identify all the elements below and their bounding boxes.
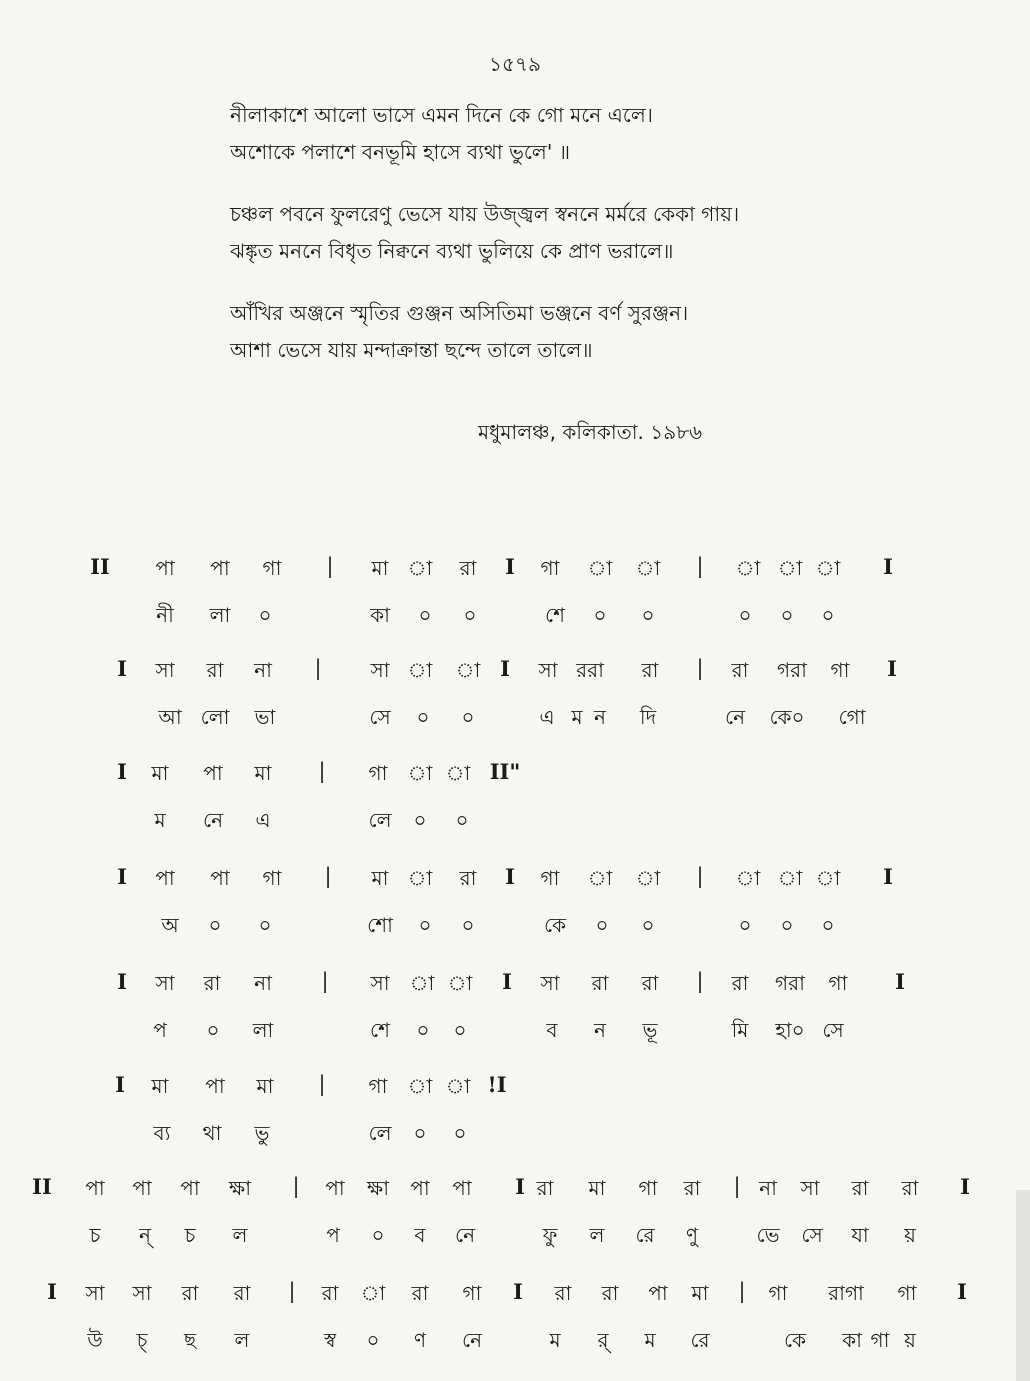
swara-note: া [407, 866, 433, 890]
swara-note: সা [155, 658, 175, 682]
swara-note: না [254, 971, 272, 995]
lyric-syllable: র্ [597, 1328, 609, 1352]
bar-divider: | [696, 656, 704, 680]
swara-note: রা [459, 866, 477, 890]
swara-note: ক্ষা [228, 1176, 252, 1200]
poem-stanza [230, 105, 990, 179]
lyric-syllable: ০ [641, 913, 655, 937]
poem-line: ঝঙ্কৃত মননে বিধৃত নিক্বনে ব্যথা ভুলিয়ে কে প্রাণ ভরালে॥ [230, 239, 674, 263]
lyric-syllable: লে [368, 808, 392, 832]
lyric-syllable: ০ [595, 913, 609, 937]
swara-note: া [587, 556, 613, 580]
lyric-syllable: ০ [413, 808, 427, 832]
swara-note: ক্ষা [366, 1176, 390, 1200]
swara-note: সা [85, 1281, 105, 1305]
lyric-syllable: ০ [780, 603, 794, 627]
swara-note: রা [851, 1176, 869, 1200]
lyric-syllable: এ [255, 808, 271, 832]
lyric-syllable: ০ [208, 913, 222, 937]
lyric-syllable: ব্য [153, 1121, 171, 1145]
lyric-syllable: ০ [780, 913, 794, 937]
lyric-syllable: ০ [463, 603, 477, 627]
poem-stanza [230, 303, 990, 377]
swara-note: া [815, 556, 841, 580]
swara-note: মা [151, 1074, 169, 1098]
lyric-syllable: শে [370, 1018, 390, 1042]
lyric-syllable: চ [89, 1223, 101, 1247]
lyric-syllable: ফু [542, 1223, 558, 1247]
lyric-syllable: উ [87, 1328, 103, 1352]
measure-mark: I [47, 1279, 57, 1304]
swara-note: গা [540, 866, 560, 890]
measure-mark: I [115, 1072, 125, 1097]
lyric-syllable: ০ [416, 1018, 430, 1042]
lyric-syllable: কা [842, 1328, 862, 1352]
lyric-row [0, 595, 1030, 631]
lyric-syllable: ০ [738, 913, 752, 937]
swara-note: পা [85, 1176, 105, 1200]
lyric-syllable: কে [543, 913, 567, 937]
lyric-row [0, 1010, 1030, 1046]
lyric-syllable: ০ [641, 603, 655, 627]
lyric-syllable: লো [200, 705, 230, 729]
lyric-syllable: ব [414, 1223, 426, 1247]
lyric-syllable: ম [549, 1328, 561, 1352]
lyric-syllable: নে [724, 705, 746, 729]
swara-note: রা [591, 971, 609, 995]
lyric-syllable: লা [209, 603, 231, 627]
poem-line: নীলাকাশে আলো ভাসে এমন দিনে কে গো মনে এলে। [230, 103, 653, 127]
measure-mark: I [502, 969, 512, 994]
lyric-syllable: ০ [461, 913, 475, 937]
measure-mark: I [500, 656, 510, 681]
lyric-syllable: ০ [258, 913, 272, 937]
lyric-syllable: ০ [593, 603, 607, 627]
lyric-row [0, 800, 1030, 836]
swara-note: রাগা [828, 1281, 864, 1305]
swara-note: গা [368, 761, 388, 785]
swara-note: ররা [576, 658, 604, 682]
swara-note: রা [683, 1176, 701, 1200]
lyric-syllable: প [153, 1018, 167, 1042]
swara-note: সা [800, 1176, 820, 1200]
poem [230, 105, 990, 402]
lyric-syllable: নে [454, 1223, 476, 1247]
lyric-syllable: রে [690, 1328, 710, 1352]
lyric-syllable: চ্ [136, 1328, 148, 1352]
swara-note: পা [155, 866, 175, 890]
measure-mark: II" [489, 759, 521, 784]
lyric-syllable: এ [539, 705, 555, 729]
swara-note: পা [452, 1176, 472, 1200]
swara-note: গা [368, 1074, 388, 1098]
lyric-syllable: য় [904, 1328, 916, 1352]
bar-divider: | [696, 864, 704, 888]
lyric-syllable: ০ [206, 1018, 220, 1042]
swara-note: রা [641, 658, 659, 682]
bar-divider: | [324, 864, 332, 888]
swara-note: মা [371, 866, 389, 890]
swara-note: না [759, 1176, 777, 1200]
poem-line: চঞ্চল পবনে ফুলরেণু ভেসে যায় উজ্জ্বল স্বননে মর্মরে কেকা গায়। [230, 202, 740, 226]
swara-note: রা [536, 1176, 554, 1200]
lyric-syllable: ন [594, 705, 606, 729]
swara-note: গা [462, 1281, 482, 1305]
swara-note: গরা [777, 658, 807, 682]
bar-divider: | [318, 1072, 326, 1096]
swara-row [0, 550, 1030, 586]
lyric-syllable: ছ [183, 1328, 197, 1352]
swara-note: রা [554, 1281, 572, 1305]
swara-note: া [815, 866, 841, 890]
swara-note: পা [205, 1074, 225, 1098]
lyric-syllable: ০ [455, 808, 469, 832]
lyric-syllable: ম [644, 1328, 656, 1352]
swara-note: মা [254, 761, 272, 785]
lyric-syllable: ভূ [642, 1018, 658, 1042]
measure-mark: I [895, 969, 905, 994]
bar-divider: | [733, 1174, 741, 1198]
swara-note: া [777, 556, 803, 580]
lyric-syllable: সে [801, 1223, 823, 1247]
lyric-syllable: ০ [738, 603, 752, 627]
swara-note: া [407, 1074, 433, 1098]
lyric-syllable: ন্ [139, 1223, 151, 1247]
lyric-syllable: কে০ [769, 705, 805, 729]
measure-mark: II [90, 554, 110, 579]
swara-note: মা [256, 1074, 274, 1098]
swara-note: গা [262, 866, 282, 890]
lyric-syllable: যা [851, 1223, 869, 1247]
swara-note: রা [233, 1281, 251, 1305]
swara-note: া [455, 658, 481, 682]
lyric-syllable: আ [158, 705, 182, 729]
swara-note: রা [459, 556, 477, 580]
lyric-syllable: নে [202, 808, 224, 832]
lyric-syllable: ভু [254, 1121, 270, 1145]
swara-note: মা [588, 1176, 606, 1200]
lyric-syllable: হা০ [775, 1018, 805, 1042]
swara-note: গা [768, 1281, 788, 1305]
lyric-syllable: শে [545, 603, 565, 627]
swara-note: গরা [775, 971, 805, 995]
bar-divider: | [326, 554, 334, 578]
lyric-row [0, 1215, 1030, 1251]
lyric-syllable: ০ [418, 603, 432, 627]
lyric-row [0, 1113, 1030, 1149]
swara-note: পা [648, 1281, 668, 1305]
lyric-syllable: ০ [453, 1121, 467, 1145]
swara-note: রা [641, 971, 659, 995]
lyric-syllable: ভা [254, 705, 276, 729]
swara-note: া [445, 761, 471, 785]
lyric-syllable: ল [589, 1223, 605, 1247]
swara-row [0, 1170, 1030, 1206]
measure-mark: !I [487, 1072, 507, 1097]
swara-note: রা [411, 1281, 429, 1305]
lyric-syllable: ম [571, 705, 583, 729]
swara-note: রা [901, 1176, 919, 1200]
swara-row [0, 652, 1030, 688]
bar-divider: | [738, 1279, 746, 1303]
swara-note: রা [321, 1281, 339, 1305]
measure-mark: I [883, 554, 893, 579]
lyric-syllable: প [326, 1223, 340, 1247]
lyric-syllable: ০ [371, 1223, 385, 1247]
bar-divider: | [314, 656, 322, 680]
lyric-syllable: সে [369, 705, 391, 729]
lyric-syllable: ০ [258, 603, 272, 627]
swara-note: া [635, 866, 661, 890]
swara-note: সা [132, 1281, 152, 1305]
swara-note: রা [731, 658, 749, 682]
swara-note: া [735, 866, 761, 890]
swara-note: সা [155, 971, 175, 995]
swara-note: গা [540, 556, 560, 580]
swara-note: া [447, 971, 473, 995]
swara-note: পা [410, 1176, 430, 1200]
measure-mark: I [515, 1174, 525, 1199]
bar-divider: | [292, 1174, 300, 1198]
bar-divider: | [288, 1279, 296, 1303]
swara-note: পা [180, 1176, 200, 1200]
swara-note: গা [828, 971, 848, 995]
swara-row [0, 860, 1030, 896]
swara-note: া [587, 866, 613, 890]
lyric-row [0, 1320, 1030, 1356]
swara-note: পা [203, 761, 223, 785]
swara-note: া [360, 1281, 386, 1305]
lyric-row [0, 905, 1030, 941]
lyric-syllable: ম [154, 808, 166, 832]
swara-note: মা [691, 1281, 709, 1305]
swara-note: া [445, 1074, 471, 1098]
lyric-syllable: রে [635, 1223, 655, 1247]
measure-mark: I [117, 969, 127, 994]
lyric-syllable: দি [639, 705, 657, 729]
swara-row [0, 1275, 1030, 1311]
poem-line: আশা ভেসে যায় মন্দাক্রান্তা ছন্দে তালে তালে॥ [230, 338, 593, 362]
swara-row [0, 755, 1030, 791]
swara-note: গা [262, 556, 282, 580]
measure-mark: I [117, 656, 127, 681]
lyric-syllable: সে [822, 1018, 844, 1042]
swara-note: পা [132, 1176, 152, 1200]
measure-mark: I [883, 864, 893, 889]
lyric-syllable: ণু [685, 1223, 699, 1247]
bar-divider: | [321, 969, 329, 993]
poem-line: আঁখির অঞ্জনে স্মৃতির গুঞ্জন অসিতিমা ভঞ্জনে বর্ণ সুরঞ্জন। [230, 301, 689, 325]
swara-note: না [254, 658, 272, 682]
lyric-syllable: ব [546, 1018, 558, 1042]
lyric-syllable: গো [838, 705, 866, 729]
lyric-syllable: ণ [413, 1328, 427, 1352]
lyric-syllable: লা [252, 1018, 274, 1042]
lyric-syllable: ০ [413, 1121, 427, 1145]
lyric-syllable: শো [367, 913, 393, 937]
measure-mark: I [513, 1279, 523, 1304]
page-number: ১৫৭৯ [489, 52, 541, 76]
swara-note: সা [370, 971, 390, 995]
swara-note: পা [155, 556, 175, 580]
lyric-syllable: ল [232, 1223, 248, 1247]
lyric-syllable: ন [594, 1018, 606, 1042]
swara-note: সা [540, 971, 560, 995]
swara-note: গা [830, 658, 850, 682]
swara-note: সা [370, 658, 390, 682]
lyric-syllable: য় [904, 1223, 916, 1247]
lyric-syllable: ০ [366, 1328, 380, 1352]
lyric-syllable: ল [234, 1328, 250, 1352]
lyric-syllable: ০ [453, 1018, 467, 1042]
swara-note: পা [210, 866, 230, 890]
swara-note: া [407, 556, 433, 580]
measure-mark: I [117, 759, 127, 784]
swara-note: া [409, 971, 435, 995]
measure-mark: I [505, 864, 515, 889]
swara-note: রা [181, 1281, 199, 1305]
measure-mark: I [117, 864, 127, 889]
lyric-syllable: কা [370, 603, 390, 627]
swara-note: রা [206, 658, 224, 682]
swara-note: গা [638, 1176, 658, 1200]
swara-row [0, 965, 1030, 1001]
lyric-syllable: অ [161, 913, 179, 937]
lyric-syllable: নে [461, 1328, 483, 1352]
measure-mark: II [32, 1174, 52, 1199]
lyric-syllable: কে [783, 1328, 807, 1352]
swara-note: া [735, 556, 761, 580]
measure-mark: I [957, 1279, 967, 1304]
lyric-syllable: গা [870, 1328, 890, 1352]
swara-note: পা [210, 556, 230, 580]
signature: মধুমালঞ্চ, কলিকাতা. ১৯৮৬ [478, 420, 703, 444]
lyric-syllable: ভে [756, 1223, 780, 1247]
measure-mark: I [505, 554, 515, 579]
poem-stanza [230, 204, 990, 278]
swara-note: গা [897, 1281, 917, 1305]
swara-row [0, 1068, 1030, 1104]
swara-note: া [777, 866, 803, 890]
lyric-syllable: ০ [416, 705, 430, 729]
lyric-syllable: থা [202, 1121, 222, 1145]
lyric-syllable: ০ [821, 913, 835, 937]
swara-note: মা [151, 761, 169, 785]
lyric-syllable: চ [184, 1223, 196, 1247]
lyric-row [0, 697, 1030, 733]
lyric-syllable: ০ [461, 705, 475, 729]
swara-note: রা [731, 971, 749, 995]
lyric-syllable: ০ [821, 603, 835, 627]
swara-note: রা [601, 1281, 619, 1305]
bar-divider: | [696, 554, 704, 578]
swara-note: া [407, 658, 433, 682]
measure-mark: I [960, 1174, 970, 1199]
swara-note: সা [538, 658, 558, 682]
lyric-syllable: লে [368, 1121, 392, 1145]
measure-mark: I [887, 656, 897, 681]
lyric-syllable: নী [156, 603, 174, 627]
swara-note: পা [325, 1176, 345, 1200]
page-edge-shadow [1016, 1190, 1030, 1381]
swara-note: া [635, 556, 661, 580]
swara-note: া [407, 761, 433, 785]
bar-divider: | [696, 969, 704, 993]
lyric-syllable: মি [731, 1018, 749, 1042]
swara-note: রা [203, 971, 221, 995]
lyric-syllable: স্ব [323, 1328, 337, 1352]
swara-note: মা [371, 556, 389, 580]
poem-line: অশোকে পলাশে বনভূমি হাসে ব্যথা ভুলে' ॥ [230, 140, 571, 164]
lyric-syllable: ০ [418, 913, 432, 937]
bar-divider: | [318, 759, 326, 783]
